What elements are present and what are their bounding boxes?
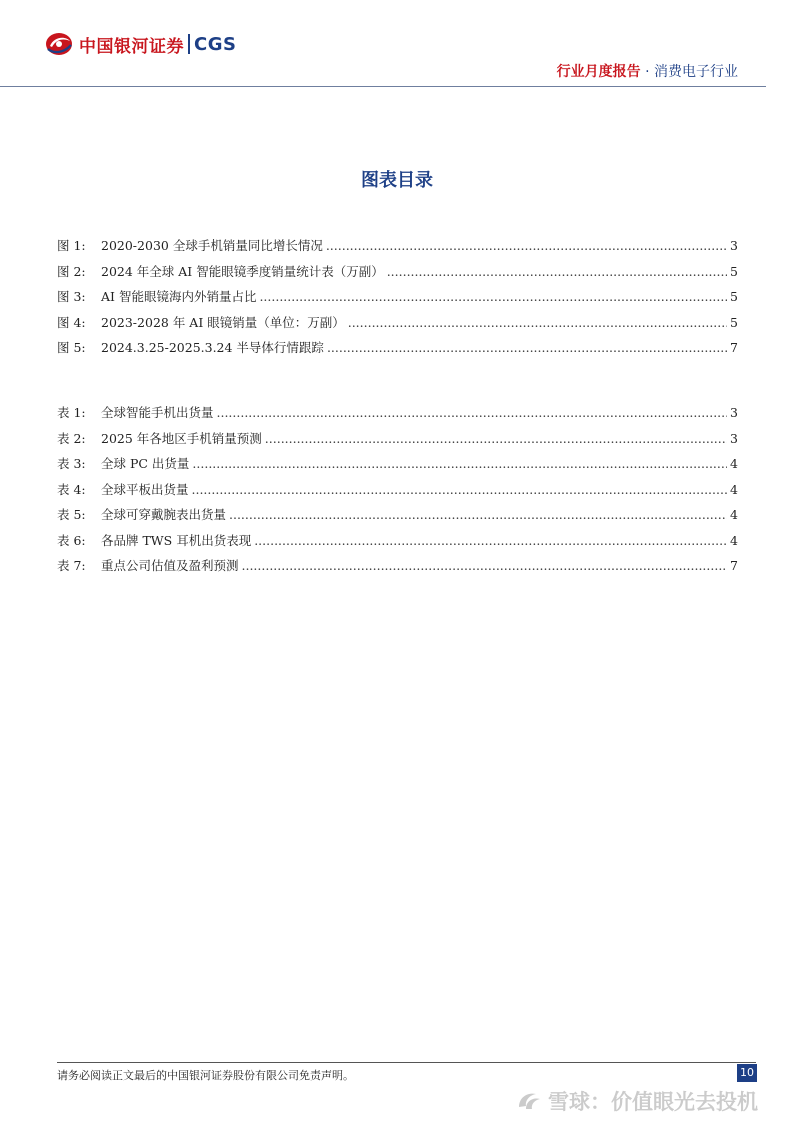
table-entry[interactable] (57, 430, 738, 456)
table-entry[interactable] (57, 532, 738, 558)
entry-label: 图 1: (57, 238, 86, 253)
entry-page-number: 4 (730, 481, 738, 497)
entry-page-number: 7 (730, 340, 738, 355)
entry-label: 表 5: (57, 507, 86, 522)
entry-title: AI 智能眼镜海内外销量占比 (101, 289, 257, 304)
figure-entry[interactable] (57, 237, 738, 263)
entry-label: 图 4: (57, 314, 86, 330)
figure-entry[interactable] (57, 314, 738, 340)
entry-page-number: 7 (730, 558, 738, 573)
dot-leader (387, 263, 727, 281)
dot-leader (217, 404, 728, 422)
table-entry[interactable] (57, 506, 738, 532)
entry-title: 2025 年各地区手机销量预测 (101, 430, 262, 446)
logo-english-name: CGS (194, 33, 237, 55)
table-list (57, 404, 738, 583)
entry-title: 全球 PC 出货量 (101, 456, 190, 471)
entry-title: 全球可穿戴腕表出货量 (101, 507, 227, 522)
company-logo (44, 30, 236, 58)
entry-title: 重点公司估值及盈利预测 (101, 558, 239, 573)
entry-page-number: 5 (730, 289, 738, 304)
dot-leader (192, 481, 728, 499)
figure-list (57, 237, 738, 365)
entry-page-number: 3 (730, 238, 738, 253)
watermark (516, 1086, 758, 1116)
entry-title: 2020-2030 全球手机销量同比增长情况 (101, 238, 323, 253)
entry-page-number: 5 (730, 263, 738, 279)
entry-page-number: 4 (730, 507, 738, 522)
table-entry[interactable] (57, 455, 738, 481)
entry-title: 各品牌 TWS 耳机出货表现 (101, 532, 252, 548)
table-entry[interactable] (57, 404, 738, 430)
dot-leader (229, 506, 727, 524)
entry-page-number: 4 (730, 532, 738, 548)
entry-label: 图 3: (57, 289, 86, 304)
dot-leader (192, 455, 727, 473)
dot-leader (326, 237, 727, 255)
header-divider (0, 86, 766, 87)
entry-page-number: 5 (730, 314, 738, 330)
dot-leader (265, 430, 727, 448)
industry-name: 消费电子行业 (654, 64, 738, 80)
entry-title: 2023-2028 年 AI 眼镜销量（单位：万副） (101, 314, 345, 330)
entry-label: 表 3: (57, 456, 86, 471)
entry-page-number: 3 (730, 430, 738, 446)
entry-label: 图 5: (57, 340, 86, 355)
report-header-label (557, 61, 738, 81)
entry-label: 表 6: (57, 532, 86, 548)
logo-divider (188, 34, 190, 54)
table-entry[interactable] (57, 557, 738, 583)
table-entry[interactable] (57, 481, 738, 507)
dot-leader (327, 339, 727, 357)
footer-divider (57, 1062, 756, 1063)
figure-entry[interactable] (57, 288, 738, 314)
galaxy-logo-icon (44, 30, 74, 58)
entry-label: 表 2: (57, 430, 86, 446)
entry-title: 2024.3.25-2025.3.24 半导体行情跟踪 (101, 340, 324, 355)
entry-title: 全球平板出货量 (101, 481, 189, 497)
entry-label: 表 1: (57, 405, 86, 420)
dot-leader (254, 532, 727, 550)
entry-label: 图 2: (57, 263, 86, 279)
entry-page-number: 3 (730, 405, 738, 420)
dot-leader (348, 314, 727, 332)
report-type: 行业月度报告 (556, 64, 641, 80)
footer-disclaimer: 请务必阅读正文最后的中国银河证券股份有限公司免责声明。 (57, 1069, 354, 1082)
snowball-logo-icon (516, 1089, 542, 1113)
toc-title: 图表目录 (361, 170, 433, 191)
dot-leader (242, 557, 728, 575)
header-separator: · (640, 64, 654, 80)
entry-page-number: 4 (730, 456, 738, 471)
watermark-text: 雪球：价值眼光去投机 (548, 1090, 758, 1114)
entry-title: 全球智能手机出货量 (101, 405, 214, 420)
logo-company-name: 中国银河证券 (79, 36, 184, 57)
entry-label: 表 7: (57, 558, 86, 573)
figure-entry[interactable] (57, 339, 738, 365)
entry-label: 表 4: (57, 481, 86, 497)
entry-title: 2024 年全球 AI 智能眼镜季度销量统计表（万副） (101, 263, 384, 279)
dot-leader (259, 288, 727, 306)
figure-entry[interactable] (57, 263, 738, 289)
page-number: 10 (737, 1064, 757, 1082)
